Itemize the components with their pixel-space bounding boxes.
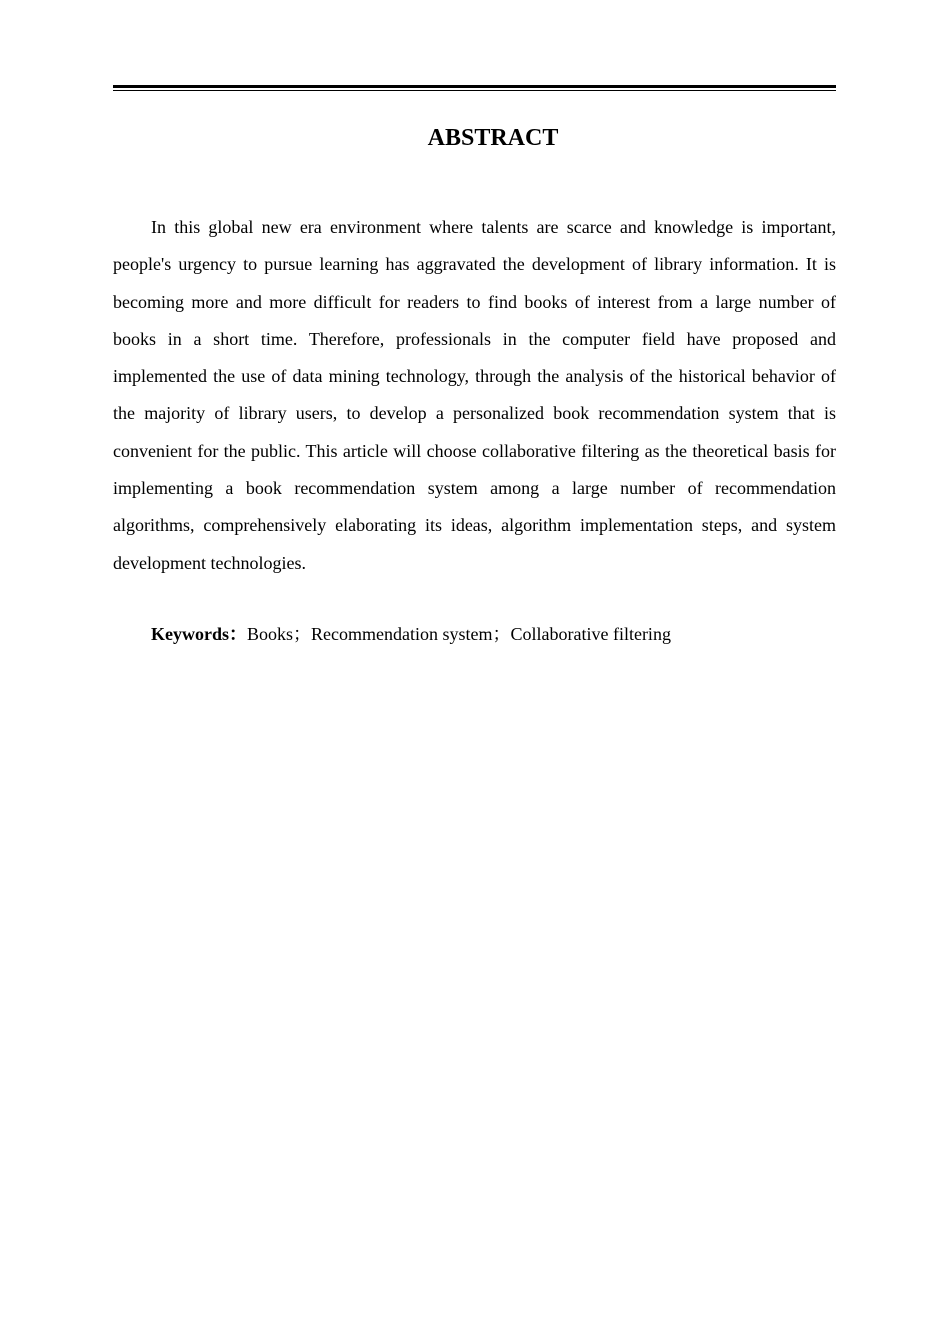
keyword-item: Collaborative filtering — [510, 624, 671, 644]
keyword-separator: ； — [293, 624, 312, 644]
keyword-item: Recommendation system — [311, 624, 493, 644]
keywords-label: Keywords： — [151, 624, 247, 644]
abstract-title: ABSTRACT — [427, 125, 559, 151]
keyword-item: Books — [247, 624, 294, 644]
keywords-line — [151, 620, 841, 648]
header-double-rule — [113, 85, 836, 91]
keyword-separator: ； — [492, 624, 511, 644]
abstract-body: In this global new era environment where talents are scarce and knowledge is important, people's urgency to pursue learning has aggravated the development of library information. It is becoming more and more difficult for readers to find books of interest from a large number of books in a short time. Therefore, professionals in the computer field have proposed and implemented the use of data mining technology, through the analysis of the historical behavior of the majority of library users, to develop a personalized book recommendation system that is convenient for the public. This article will choose collaborative filtering as the theoretical basis for implementing a book recommendation system among a large number of recommendation algorithms, comprehensively elaborating its ideas, algorithm implementation steps, and system development technologies. — [113, 217, 836, 573]
header-rule-thin — [113, 90, 836, 91]
header-rule-thick — [113, 85, 836, 88]
